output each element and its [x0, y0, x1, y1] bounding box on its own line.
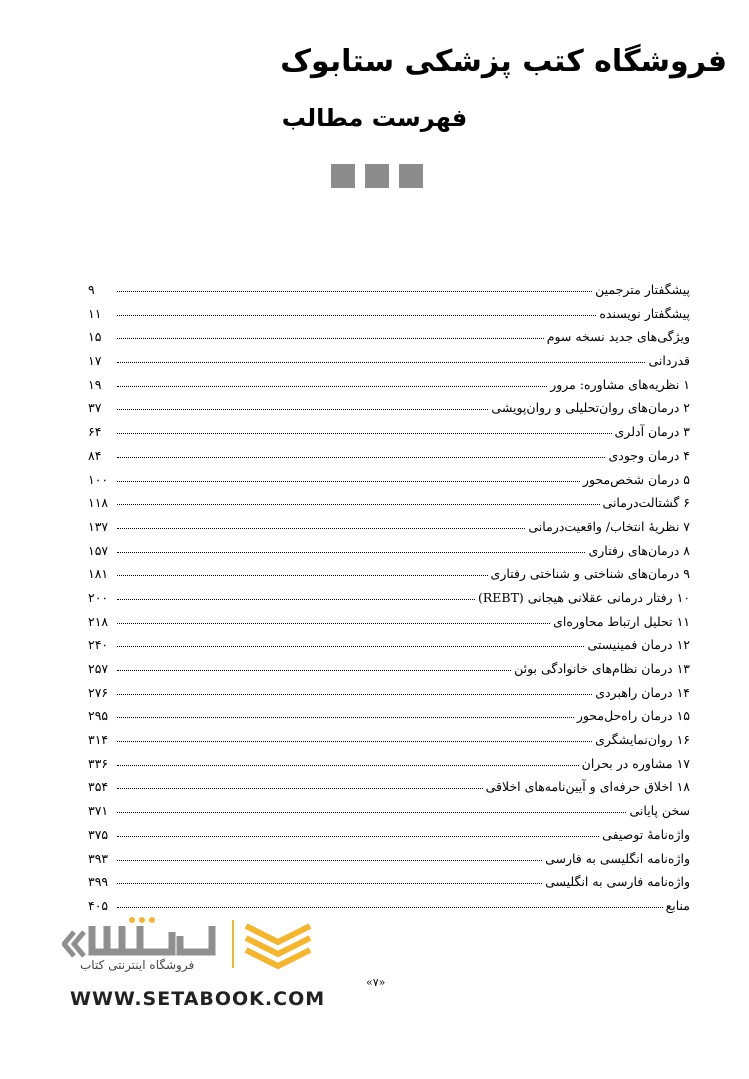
- toc-entry-page: ۲۷۶: [88, 684, 109, 700]
- toc-entry-page: ۲۱۸: [88, 613, 109, 629]
- toc-entry: [88, 708, 690, 732]
- toc-entry: [88, 661, 690, 685]
- toc-leader-dots: [117, 386, 547, 387]
- toc-entry-title: ۱۷ مشاوره در بحران: [581, 755, 690, 771]
- toc-leader-dots: [117, 409, 488, 410]
- toc-entry: [88, 827, 690, 851]
- toc-entry-title: ۶ گشتالت‌درمانی: [602, 495, 690, 511]
- toc-entry-title: ۷ نظریهٔ انتخاب/ واقعیت‌درمانی: [528, 518, 690, 534]
- toc-leader-dots: [117, 599, 475, 600]
- toc-entry: [88, 519, 690, 543]
- toc-entry-title: ۸ درمان‌های رفتاری: [588, 542, 690, 558]
- toc-entry-title: ۳ درمان آدلری: [614, 424, 690, 440]
- toc-entry-title: ویژگی‌های جدید نسخه سوم: [546, 329, 690, 345]
- toc-entry-page: ۹: [88, 282, 95, 297]
- toc-entry-page: ۳۳۶: [88, 755, 109, 771]
- toc-entry: [88, 685, 690, 709]
- toc-leader-dots: [117, 552, 585, 553]
- toc-entry: [88, 282, 690, 306]
- toc-entry: [88, 756, 690, 780]
- toc-entry: [88, 495, 690, 519]
- toc-entry: [88, 637, 690, 661]
- toc-entry: [88, 732, 690, 756]
- toc-entry-page: ۶۴: [88, 424, 102, 440]
- toc-entry-page: ۱۰۰: [88, 471, 109, 487]
- toc-entry: [88, 306, 690, 330]
- toc-entry-title: قدردانی: [648, 353, 690, 369]
- toc-entry-page: ۲۰۰: [88, 589, 109, 605]
- toc-entry-title: واژه‌نامه انگلیسی به فارسی: [545, 850, 690, 866]
- toc-leader-dots: [117, 646, 584, 647]
- toc-leader-dots: [117, 836, 599, 837]
- toc-entry-title: منابع: [665, 897, 690, 913]
- toc-entry-page: ۱۷: [88, 353, 102, 369]
- store-title: فروشگاه کتب پزشکی ستابوک: [280, 44, 727, 79]
- toc-entry: [88, 329, 690, 353]
- toc-entry: [88, 590, 690, 614]
- toc-entry-title: ۱۲ درمان فمینیستی: [587, 637, 690, 653]
- toc-leader-dots: [117, 907, 663, 908]
- toc-entry: [88, 448, 690, 472]
- toc-entry-title: سخن پایانی: [629, 803, 690, 819]
- toc-leader-dots: [117, 575, 488, 576]
- toc-entry-title: ۱۴ درمان راهبردی: [595, 684, 690, 700]
- toc-entry-title: ۱۸ اخلاق حرفه‌ای و آیین‌نامه‌های اخلاقی: [485, 779, 690, 795]
- toc-entry: [88, 851, 690, 875]
- toc-entry: [88, 614, 690, 638]
- toc-leader-dots: [117, 315, 596, 316]
- toc-leader-dots: [117, 812, 626, 813]
- toc-entry-title: ۱۱ تحلیل ارتباط محاوره‌ای: [553, 613, 690, 629]
- square: [331, 164, 355, 188]
- toc-entry-page: ۲۴۰: [88, 637, 109, 653]
- table-of-contents: [88, 282, 690, 922]
- toc-entry-page: ۱۵: [88, 329, 102, 345]
- toc-entry-title: ۵ درمان شخص‌محور: [582, 471, 690, 487]
- toc-entry-page: ۱۵۷: [88, 542, 109, 558]
- toc-entry-page: ۲۹۵: [88, 708, 109, 724]
- toc-leader-dots: [117, 883, 542, 884]
- toc-entry: [88, 566, 690, 590]
- toc-entry-page: ۳۹۳: [88, 850, 109, 866]
- toc-entry-page: ۴۰۵: [88, 897, 109, 913]
- toc-entry-title: پیشگفتار مترجمین: [595, 282, 690, 297]
- toc-entry-title: ۱۵ درمان راه‌حل‌محور: [576, 708, 690, 724]
- toc-entry-title: ۱ نظریه‌های مشاوره: مرور: [550, 376, 690, 392]
- toc-entry-page: ۱۱۸: [88, 495, 109, 511]
- toc-entry-title: پیشگفتار نویسنده: [599, 305, 690, 321]
- toc-entry-page: ۳۹۹: [88, 874, 109, 890]
- toc-entry: [88, 400, 690, 424]
- toc-entry-page: ۱۹: [88, 376, 102, 392]
- toc-leader-dots: [117, 860, 542, 861]
- toc-leader-dots: [117, 765, 579, 766]
- website-url: WWW.SETABOOK.COM: [70, 988, 326, 1010]
- toc-entry-page: ۳۱۴: [88, 732, 109, 748]
- toc-entry-page: ۱۱: [88, 305, 102, 321]
- toc-entry-page: ۳۷: [88, 400, 102, 416]
- toc-entry: [88, 803, 690, 827]
- toc-leader-dots: [117, 670, 511, 671]
- toc-leader-dots: [117, 694, 592, 695]
- toc-leader-dots: [117, 504, 600, 505]
- toc-entry-page: ۸۴: [88, 447, 102, 463]
- square: [399, 164, 423, 188]
- toc-entry-page: ۱۳۷: [88, 518, 109, 534]
- toc-entry-page: ۳۷۵: [88, 826, 109, 842]
- toc-entry-page: ۲۵۷: [88, 661, 109, 676]
- toc-entry: [88, 377, 690, 401]
- toc-entry-page: ۳۵۴: [88, 779, 109, 795]
- toc-entry: [88, 874, 690, 898]
- toc-leader-dots: [117, 291, 592, 292]
- toc-entry-title: ۹ درمان‌های شناختی و شناختی رفتاری: [490, 566, 690, 582]
- toc-entry-title: ۱۰ رفتار درمانی عقلانی هیجانی (REBT): [477, 589, 690, 605]
- toc-entry: [88, 543, 690, 567]
- toc-leader-dots: [117, 788, 483, 789]
- toc-entry: [88, 424, 690, 448]
- toc-entry: [88, 779, 690, 803]
- toc-leader-dots: [117, 457, 605, 458]
- toc-entry-title: ۲ درمان‌های روان‌تحلیلی و روان‌پویشی: [491, 400, 690, 416]
- logo-tagline: فروشگاه اینترنتی کتاب: [80, 958, 195, 972]
- toc-leader-dots: [117, 481, 580, 482]
- toc-entry-title: واژه‌نامهٔ توصیفی: [602, 826, 690, 842]
- toc-leader-dots: [117, 528, 525, 529]
- toc-heading: فهرست مطالب: [281, 104, 468, 132]
- toc-leader-dots: [117, 338, 544, 339]
- toc-entry-title: واژه‌نامه فارسی به انگلیسی: [545, 874, 690, 890]
- toc-leader-dots: [117, 362, 645, 363]
- toc-leader-dots: [117, 741, 592, 742]
- toc-entry: [88, 353, 690, 377]
- toc-leader-dots: [117, 623, 550, 624]
- toc-entry-page: ۳۷۱: [88, 803, 109, 819]
- decorative-squares: [331, 164, 423, 188]
- toc-entry-title: ۴ درمان وجودی: [608, 447, 690, 463]
- toc-leader-dots: [117, 717, 574, 718]
- toc-entry: [88, 472, 690, 496]
- square: [365, 164, 389, 188]
- toc-entry-page: ۱۸۱: [88, 566, 109, 582]
- toc-entry-title: ۱۳ درمان نظام‌های خانوادگی بوئن: [514, 661, 690, 676]
- toc-entry-title: ۱۶ روان‌نمایشگری: [595, 732, 690, 748]
- page-number: «۷»: [366, 976, 386, 989]
- toc-leader-dots: [117, 433, 612, 434]
